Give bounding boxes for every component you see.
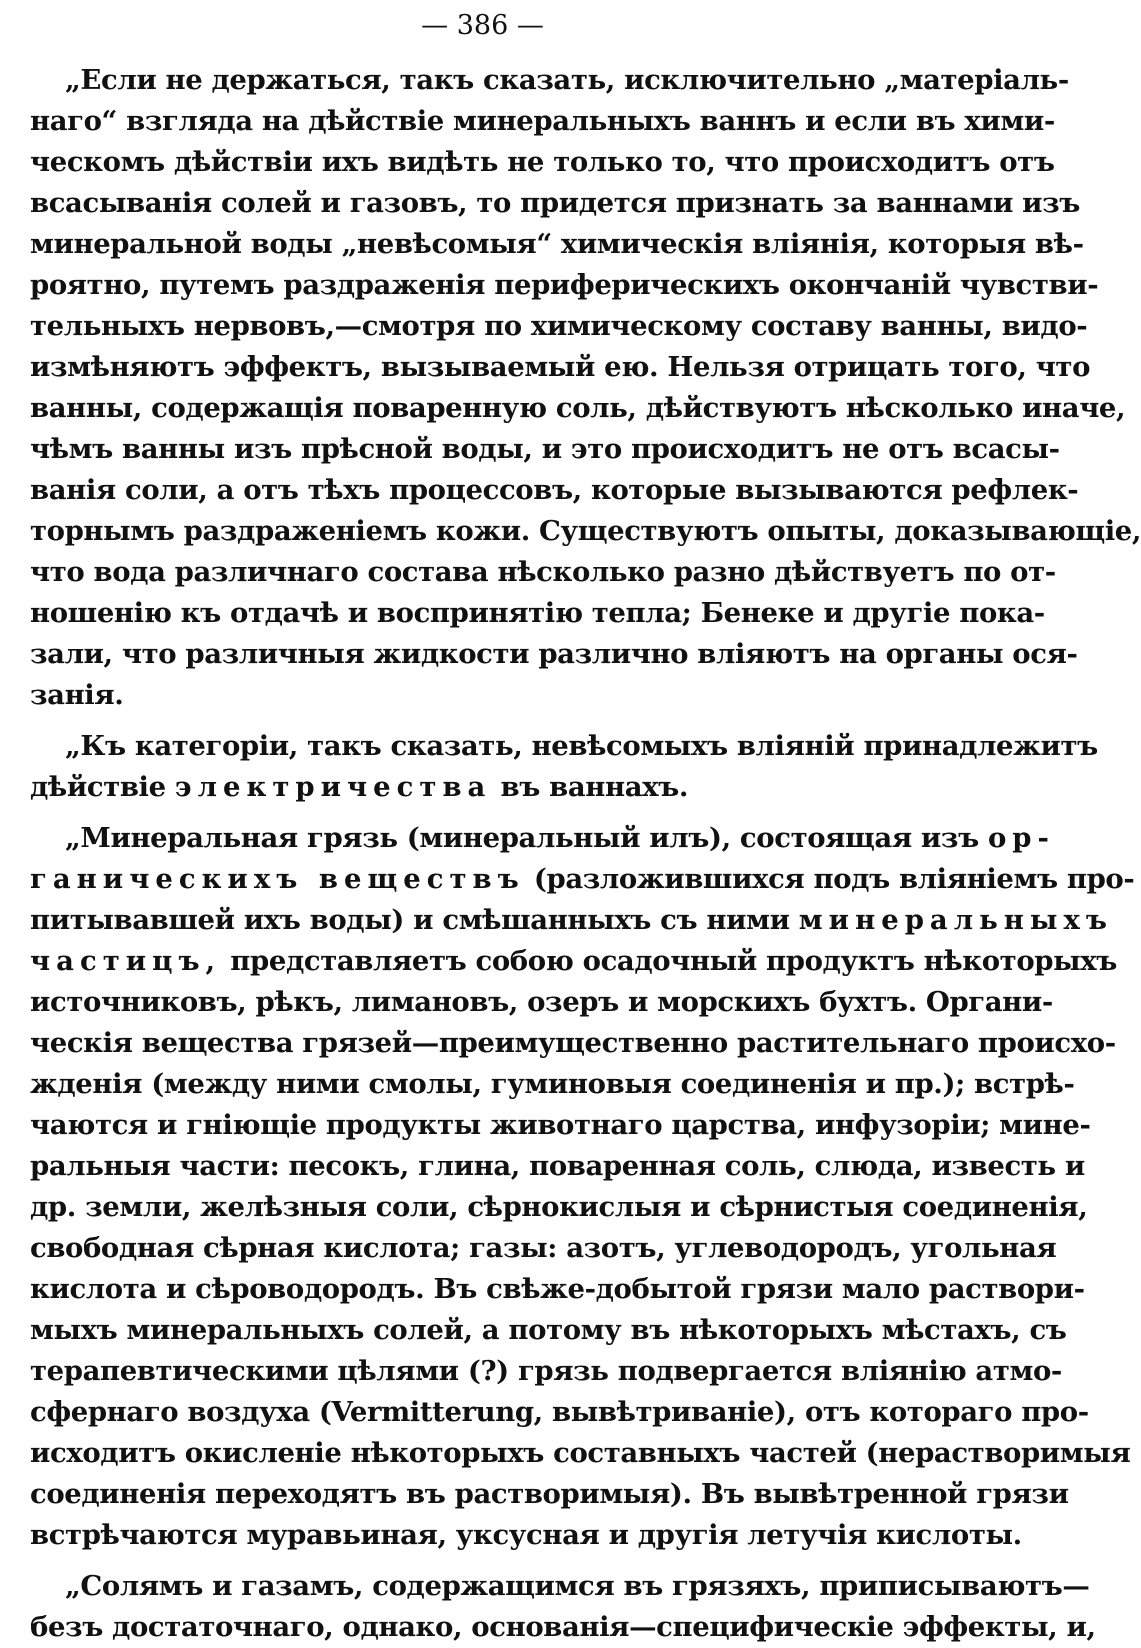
text-line: источниковъ, рѣкъ, лимановъ, озеръ и морскихъ бухтъ. Органи- bbox=[30, 986, 1053, 1018]
text-line: ношенію къ отдачѣ и воспринятію тепла; Бенеке и другіе пока- bbox=[30, 597, 1045, 629]
text-line: минеральной воды „невѣсомыя“ химическія вліянія, которыя вѣ- bbox=[30, 228, 1084, 260]
text-line: сфернаго воздуха (Vermitterung, вывѣтриваніе), отъ котораго про- bbox=[30, 1396, 1089, 1428]
text-line: чаются и гніющіе продукты животнаго царства, инфузоріи; мине- bbox=[30, 1109, 1091, 1141]
text-line: роятно, путемъ раздраженія периферическихъ окончаній чувстви- bbox=[30, 269, 1099, 301]
text-line: наго“ взгляда на дѣйствіе минеральныхъ ваннъ и если въ хими- bbox=[30, 105, 1055, 137]
text-line bbox=[30, 767, 935, 808]
text-line: свободная сѣрная кислота; газы: азотъ, углеводородъ, угольная bbox=[30, 1232, 1057, 1264]
text-line: чѣмъ ванны изъ прѣсной воды, и это происходитъ не отъ всасы- bbox=[30, 433, 1060, 465]
text-line: ческомъ дѣйствіи ихъ видѣть не только то, что происходитъ отъ bbox=[30, 146, 1055, 178]
text-line: всасыванія солей и газовъ, то придется признать за ваннами изъ bbox=[30, 187, 1080, 219]
text-line: мыхъ минеральныхъ солей, а потому въ нѣкоторыхъ мѣстахъ, съ bbox=[30, 1314, 1067, 1346]
text-line: занія. bbox=[30, 679, 124, 711]
text-line bbox=[30, 941, 1117, 982]
text-run: „Минеральная грязь (минеральный илъ), состоящая изъ bbox=[65, 822, 988, 854]
text-line bbox=[30, 900, 1113, 941]
text-line: ральныя части: песокъ, глина, поваренная соль, слюда, известь и bbox=[30, 1150, 1085, 1182]
emphasized-text: ганическихъ веществъ bbox=[30, 863, 525, 895]
text-line: „Къ категоріи, такъ сказать, невѣсомыхъ вліяній принадлежитъ bbox=[65, 730, 1098, 762]
text-line: „Солямъ и газамъ, содержащимся въ грязяхъ, приписываютъ— bbox=[65, 1570, 1090, 1602]
text-line: терапевтическими цѣлями (?) грязь подвергается вліянію атмо- bbox=[30, 1355, 1062, 1387]
text-line: что вода различнаго состава нѣсколько разно дѣйствуетъ по от- bbox=[30, 556, 1056, 588]
paragraph-2 bbox=[30, 726, 1098, 808]
text-run: питывавшей ихъ воды) и смѣшанныхъ съ ними bbox=[30, 904, 799, 936]
text-line: „Если не держаться, такъ сказать, исключительно „матеріаль- bbox=[65, 64, 1069, 96]
text-line bbox=[30, 818, 1055, 859]
text-line: тельныхъ нервовъ,—смотря по химическому составу ванны, видо- bbox=[30, 310, 1088, 342]
text-line: измѣняютъ эффектъ, вызываемый ею. Нельзя отрицать того, что bbox=[30, 351, 1091, 383]
text-run: дѣйствіе bbox=[30, 771, 175, 803]
text-line: зали, что различныя жидкости различно вліяютъ на органы ося- bbox=[30, 638, 1078, 670]
text-line: жденія (между ними смолы, гуминовыя соединенія и пр.); встрѣ- bbox=[30, 1068, 1075, 1100]
text-line: исходитъ окисленіе нѣкоторыхъ составныхъ частей (нерастворимыя bbox=[30, 1437, 1131, 1469]
text-line: кислота и сѣроводородъ. Въ свѣже-добытой грязи мало раствори- bbox=[30, 1273, 1085, 1305]
emphasized-text: электричества bbox=[174, 771, 492, 803]
emphasized-text: минеральныхъ bbox=[798, 904, 1113, 936]
page-number: — 386 — bbox=[421, 10, 544, 41]
text-line bbox=[30, 859, 1135, 900]
emphasized-text: частицъ, bbox=[30, 945, 222, 977]
text-line: соединенія переходятъ въ растворимыя). Въ вывѣтренной грязи bbox=[30, 1478, 1069, 1510]
paragraph-3 bbox=[30, 818, 1135, 1556]
paragraph-1 bbox=[30, 60, 1141, 716]
emphasized-text: ор- bbox=[987, 822, 1055, 854]
text-run: (разложившихся подъ вліяніемъ про- bbox=[524, 863, 1135, 895]
text-line: встрѣчаются муравьиная, уксусная и другія летучія кислоты. bbox=[30, 1519, 1022, 1551]
text-line: ческія вещества грязей—преимущественно растительнаго происхо- bbox=[30, 1027, 1116, 1059]
paragraph-4 bbox=[30, 1566, 1096, 1648]
text-line: торнымъ раздраженіемъ кожи. Существуютъ опыты, доказывающіе, bbox=[30, 515, 1141, 547]
text-line: др. земли, желѣзныя соли, сѣрнокислыя и сѣрнистыя соединенія, bbox=[30, 1191, 1088, 1223]
text-line: ванія соли, а отъ тѣхъ процессовъ, которые вызываются рефлек- bbox=[30, 474, 1079, 506]
text-run: представляетъ собою осадочный продуктъ нѣкоторыхъ bbox=[221, 945, 1117, 977]
text-line: ванны, содержащія поваренную соль, дѣйствуютъ нѣсколько иначе, bbox=[30, 392, 1126, 424]
text-run: въ ваннахъ. bbox=[491, 771, 688, 803]
text-line: безъ достаточнаго, однако, основанія—специфическіе эффекты, и, bbox=[30, 1611, 1096, 1643]
